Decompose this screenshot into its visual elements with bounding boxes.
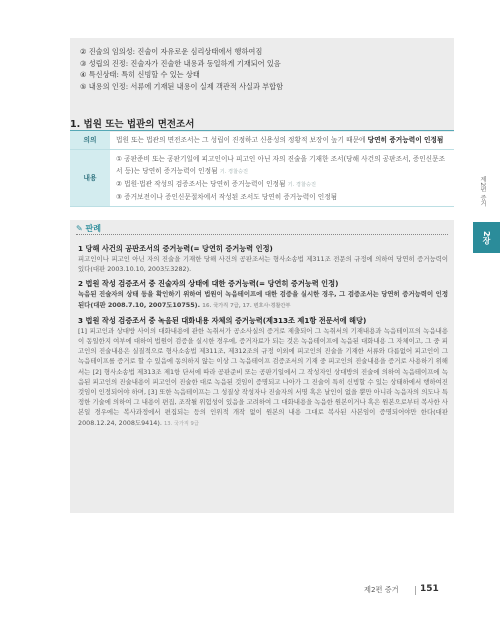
summary-item: ③ 성립의 진정: 진술자가 진술한 내용과 동일하게 기재되어 있음: [80, 58, 281, 68]
chapter-tab[interactable]: 2장: [473, 222, 500, 253]
case-header: ✎ 판례: [76, 224, 101, 233]
case-title: 3 법원 작성 검증조서 중 녹음된 대화내용 자체의 증거능력(제313조 제1항 전문서에 해당): [78, 315, 367, 325]
footer-section: 제2편 증거: [364, 585, 399, 594]
case-body: 녹음된 진술자의 상태 등을 확인하기 위하여 법원이 녹음테이프에 대한 검증을 실시한 경우, 그 검증조서는 당연히 증거능력이 인정된다(대판 2008.7.10, 2007도10755). 16. 국가직 7급, 17. 변호사·경찰간부: [78, 290, 448, 309]
definition-label: 의의: [70, 131, 110, 150]
definition-text: 법원 또는 법관의 면전조서는 그 성립이 진정하고 신용성의 정황적 보장이 높기 때문에 당연히 증거능력이 인정됨: [110, 131, 454, 150]
page-footer: [0, 581, 500, 601]
content-list: [110, 150, 454, 207]
case-divider: [76, 234, 448, 236]
case-body: [1] 피고인과 상대방 사이의 대화내용에 관한 녹취서가 공소사실의 증거로 제출되어 그 녹취서의 기재내용과 녹음테이프의 녹음내용이 동일한지 여부에 대하여 법원이 검증을 실시한 경우에, 증거자료가 되는 것은 녹음테이프에 녹음된 대화내용 그 자체이고, 그 중 피고인의 진술내용은 실질적으로 형사소송법 제311조, 제312조의 규정 이외에 피고인의 진술을 기재한 서류와 다름없어 피고인이 그 녹음테이프를 증거로 할 수 있음에 동의하지 않는 이상 그 녹음테이프 검증조서의 기재 중 피고인의 진술내용을 증거로 사용하기 위해서는 [2] 형사소송법 제313조 제1항 단서에 따라 공판준비 또는 공판기일에서 그 작성자인 상대방의 진술에 의하여 녹음테이프에 녹음된 피고인의 진술내용이 피고인이 진술한 대로 녹음된 것임이 증명되고 나아가 그 진술이 특히 신빙할 수 있는 상태하에서 행하여진 것임이 인정되어야 하며, [3] 또한 녹음테이프는 그 성질상 작성자나 진술자의 서명 혹은 날인이 없을 뿐만 아니라 녹음자의 의도나 특정한 기술에 의하여 그 내용이 편집, 조작될 위험성이 있음을 고려하여 그 대화내용을 녹음한 원본이거나 혹은 원본으로부터 복사한 사본일 경우에는 복사과정에서 편집되는 등의 인위적 개작 없이 원본의 내용 그대로 복사된 사본임이 증명되어야만 한다(대판 2008.12.24, 2008도9414). 13. 국가직 9급: [78, 326, 449, 427]
exam-note: 13. 국가직 9급: [163, 420, 199, 427]
exam-note: 16. 국가직 7급, 17. 변호사·경찰간부: [202, 302, 291, 309]
definition-emphasis: 당연히 증거능력이 인정됨: [367, 136, 444, 144]
content-label: 내용: [70, 150, 110, 207]
case-title: 1 당해 사건의 공판조서의 증거능력(= 당연히 증거능력 인정): [78, 244, 273, 253]
gavel-icon: ✎: [76, 224, 83, 233]
section-title: 1. 법원 또는 법관의 면전조서: [70, 119, 195, 130]
content-item: ① 공판준비 또는 공판기일에 피고인이나 피고인 아닌 자의 진술을 기재한 조서(당해 사건의 공판조서, 증인신문조서 등)는 당연히 증거능력이 인정됨 기. 경찰승진: [116, 155, 446, 175]
content-item: ② 법원·법관 작성의 검증조서는 당연히 증거능력이 인정됨 기. 경찰승진: [116, 180, 316, 188]
page-number: 151: [420, 584, 439, 594]
summary-item: ⑤ 내용의 인정: 서류에 기재된 내용이 실제 객관적 사실과 부합함: [80, 81, 284, 91]
content-item: ③ 증거보전이나 증인신문절차에서 작성된 조서도 당연히 증거능력이 인정됨: [116, 193, 338, 201]
case-title: 2 법원 작성 검증조서 중 진술자의 상태에 대한 증거능력(= 당연히 증거능력 인정): [78, 279, 339, 289]
side-part-label: 제2편 증거: [479, 176, 486, 207]
definition-table: [70, 131, 454, 207]
summary-item: ④ 특신상태: 특히 신빙할 수 있는 상태: [80, 70, 200, 80]
case-list: [78, 239, 448, 431]
case-body: 피고인이나 피고인 아닌 자의 진술을 기재한 당해 사건의 공판조서는 형사소송법 제311조 전문의 규정에 의하여 당연히 증거능력이 있다(대판 2003.10.10, 2003도3282).: [78, 255, 448, 274]
summary-item: ② 진술의 임의성: 진술이 자유로운 심리상태에서 행하여짐: [80, 47, 263, 56]
footer-divider: [415, 586, 416, 595]
